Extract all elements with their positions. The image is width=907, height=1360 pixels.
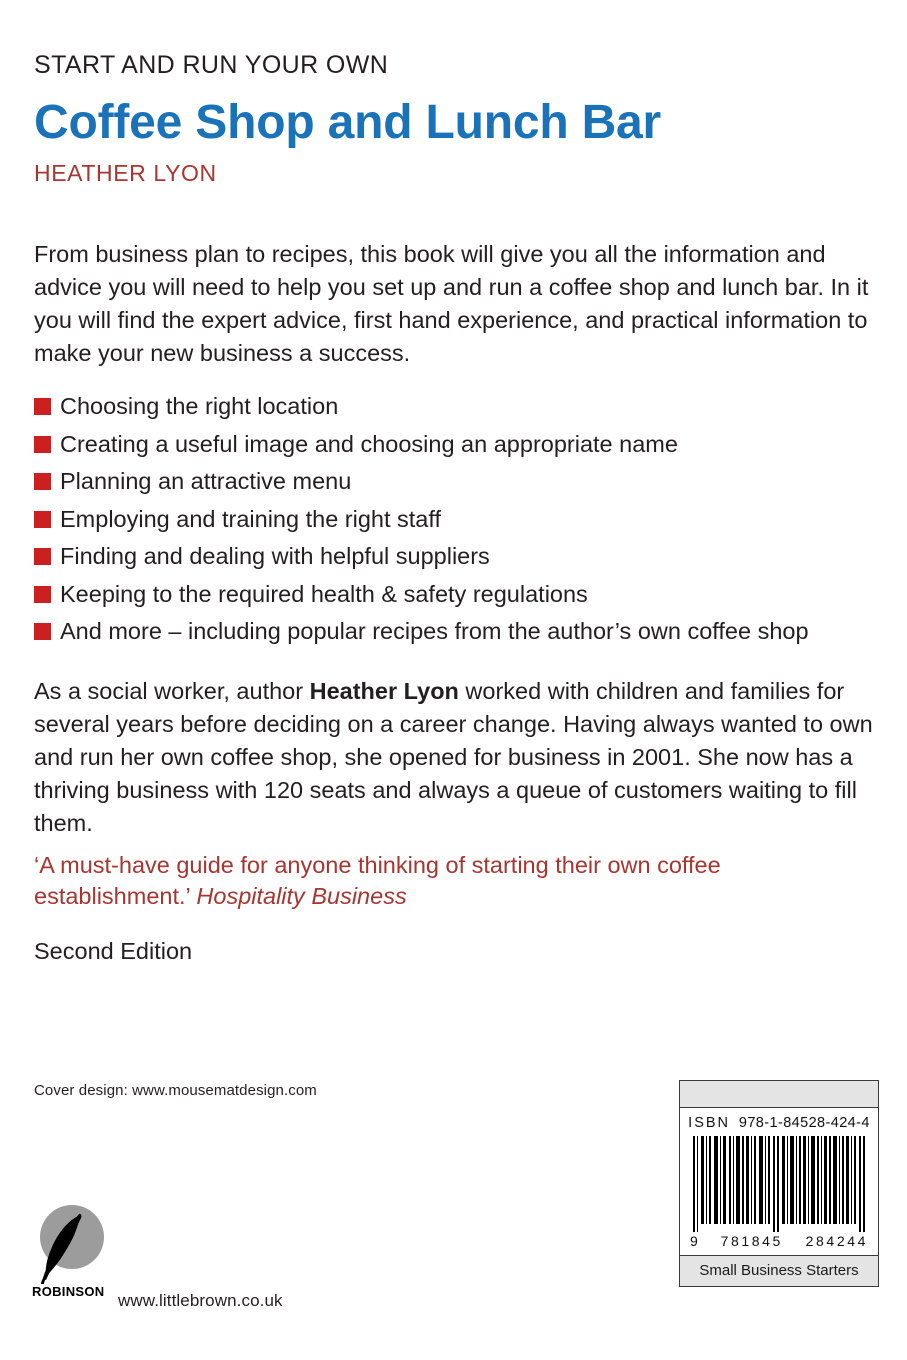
red-square-bullet-icon	[34, 623, 51, 640]
barcode-top-band	[680, 1081, 878, 1108]
list-item	[34, 430, 880, 458]
barcode-bars-wrap	[693, 1136, 865, 1232]
review-quote	[34, 850, 834, 912]
review-source: Hospitality Business	[196, 883, 407, 909]
red-square-bullet-icon	[34, 473, 51, 490]
barcode-bars-icon	[693, 1136, 865, 1232]
blurb-paragraph: From business plan to recipes, this book will give you all the information and advice you will need to help you set up and run a coffee shop and lunch bar. In it you will find the expert advice, first hand experience, and practical information to make your new business a success.	[34, 241, 869, 366]
bio-text-start: As a social worker, author	[34, 678, 310, 704]
red-square-bullet-icon	[34, 398, 51, 415]
feature-list	[34, 392, 880, 655]
feature-text: Finding and dealing with helpful suppliers	[60, 543, 490, 569]
barcode-digit-group-left: 781845	[720, 1233, 783, 1249]
header-block	[34, 52, 879, 187]
author-bio	[34, 675, 874, 840]
publisher-logo	[32, 1205, 122, 1330]
barcode-digit-group-right: 284244	[805, 1233, 868, 1249]
list-item	[34, 505, 880, 533]
series-line: START AND RUN YOUR OWN	[34, 51, 389, 79]
isbn-number: 978-1-84528-424-4	[738, 1115, 870, 1131]
red-square-bullet-icon	[34, 436, 51, 453]
feature-text: Employing and training the right staff	[60, 505, 442, 532]
red-square-bullet-icon	[34, 511, 51, 528]
edition-label: Second Edition	[34, 938, 193, 964]
bio-text-end: worked with children and families for several years before deciding on a career change. Having always wanted to own and run her own coffee shop, she opened for business in 2001. She now has a thriving business with 120 seats and always a queue of customers waiting to fill them.	[34, 678, 873, 836]
publisher-website: www.littlebrown.co.uk	[118, 1291, 283, 1310]
barcode-block	[679, 1080, 879, 1287]
bio-author-bold: Heather Lyon	[309, 678, 459, 704]
feather-icon	[32, 1207, 106, 1285]
page-title: Coffee Shop and Lunch Bar	[34, 95, 662, 149]
publisher-name: ROBINSON	[32, 1284, 105, 1299]
red-square-bullet-icon	[34, 586, 51, 603]
list-item	[34, 617, 880, 645]
robinson-feather-logo-icon	[32, 1205, 106, 1283]
list-item	[34, 580, 880, 608]
red-square-bullet-icon	[34, 548, 51, 565]
barcode-digits	[690, 1233, 868, 1255]
list-item	[34, 467, 880, 495]
feature-text: And more – including popular recipes from the author’s own coffee shop	[60, 618, 809, 644]
feature-text: Keeping to the required health & safety regulations	[60, 580, 588, 607]
barcode-footer-label: Small Business Starters	[680, 1255, 878, 1286]
review-quote-text: ‘A must-have guide for anyone thinking of starting their own coffee establishment.’	[34, 852, 721, 909]
cover-design-credit: Cover design: www.mousematdesign.com	[34, 1082, 317, 1099]
barcode-digit-lead: 9	[690, 1233, 698, 1249]
list-item	[34, 392, 880, 420]
feature-text: Choosing the right location	[60, 393, 339, 419]
feature-text: Creating a useful image and choosing an appropriate name	[60, 430, 678, 457]
author-name: HEATHER LYON	[34, 160, 217, 187]
barcode-main-area	[680, 1108, 878, 1255]
isbn-label: ISBN	[688, 1115, 731, 1131]
isbn-line	[680, 1115, 878, 1131]
feature-text: Planning an attractive menu	[60, 468, 352, 494]
list-item	[34, 542, 880, 570]
